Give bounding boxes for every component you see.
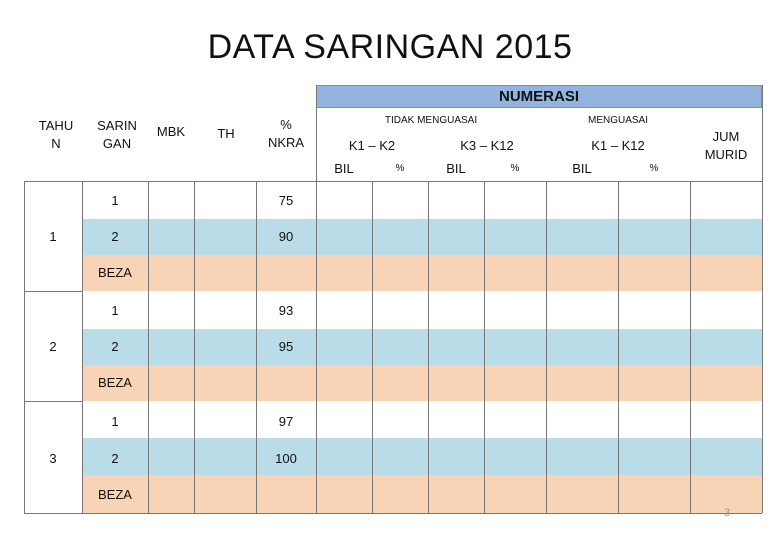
- tidak-menguasai-header: TIDAK MENGUASAI: [384, 115, 478, 127]
- tahun-header: TAHU N: [38, 118, 74, 151]
- beza-label: BEZA: [98, 487, 132, 503]
- saringan-cell: 1: [111, 413, 119, 429]
- tahun-cell: 3: [49, 450, 57, 466]
- k1k12-header: K1 – K12: [591, 138, 645, 154]
- band-t1-beza: [82, 255, 762, 291]
- beza-label: BEZA: [98, 265, 132, 281]
- group-divider: [24, 291, 82, 292]
- nkra-cell: 95: [278, 339, 294, 355]
- bil-header-1: BIL: [334, 161, 354, 177]
- band-t1-s2: [82, 219, 762, 255]
- page-title: DATA SARINGAN 2015: [207, 28, 573, 66]
- nkra-cell: 90: [278, 229, 294, 245]
- k3k12-header: K3 – K12: [460, 138, 514, 154]
- band-t2-beza: [82, 365, 762, 401]
- nkra-header: % NKRA: [267, 117, 305, 150]
- bil-header-3: BIL: [572, 161, 592, 177]
- grid-vline: [546, 181, 547, 513]
- numerasi-header: NUMERASI: [316, 85, 762, 108]
- grid-vline: [148, 181, 149, 513]
- grid-vline: [690, 181, 691, 513]
- nkra-cell: 75: [278, 193, 294, 209]
- grid-vline: [762, 85, 763, 513]
- nkra-cell: 97: [278, 413, 294, 429]
- saringan-cell: 1: [111, 303, 119, 319]
- tahun-cell: 1: [49, 229, 57, 245]
- tahun-cell: 2: [49, 339, 57, 355]
- group-divider: [24, 401, 82, 402]
- grid-vline: [316, 85, 317, 513]
- menguasai-header: MENGUASAI: [587, 115, 648, 127]
- band-t3-beza: [82, 475, 762, 513]
- page-number: 3: [724, 507, 731, 519]
- beza-label: BEZA: [98, 375, 132, 391]
- pct-header-2: %: [510, 163, 520, 175]
- jum-murid-header: JUM MURID: [704, 129, 748, 162]
- grid-vline: [372, 181, 373, 513]
- saringan-cell: 2: [111, 229, 119, 245]
- th-header: TH: [217, 126, 235, 142]
- saringan-cell: 2: [111, 450, 119, 466]
- nkra-cell: 93: [278, 303, 294, 319]
- grid-vline: [484, 181, 485, 513]
- pct-header-1: %: [395, 163, 405, 175]
- band-t2-s2: [82, 329, 762, 365]
- pct-header-3: %: [649, 163, 659, 175]
- grid-vline: [618, 181, 619, 513]
- saringan-cell: 1: [111, 193, 119, 209]
- saringan-cell: 2: [111, 339, 119, 355]
- bil-header-2: BIL: [446, 161, 466, 177]
- k1k2-header: K1 – K2: [348, 138, 396, 154]
- grid-vline: [194, 181, 195, 513]
- grid-vline: [428, 181, 429, 513]
- mbk-header: MBK: [156, 124, 186, 140]
- band-t3-s2: [82, 438, 762, 475]
- saringan-header: SARIN GAN: [97, 118, 137, 151]
- header-bottom-line: [24, 181, 762, 182]
- nkra-cell: 100: [275, 450, 297, 466]
- table-bottom-line: [24, 513, 762, 514]
